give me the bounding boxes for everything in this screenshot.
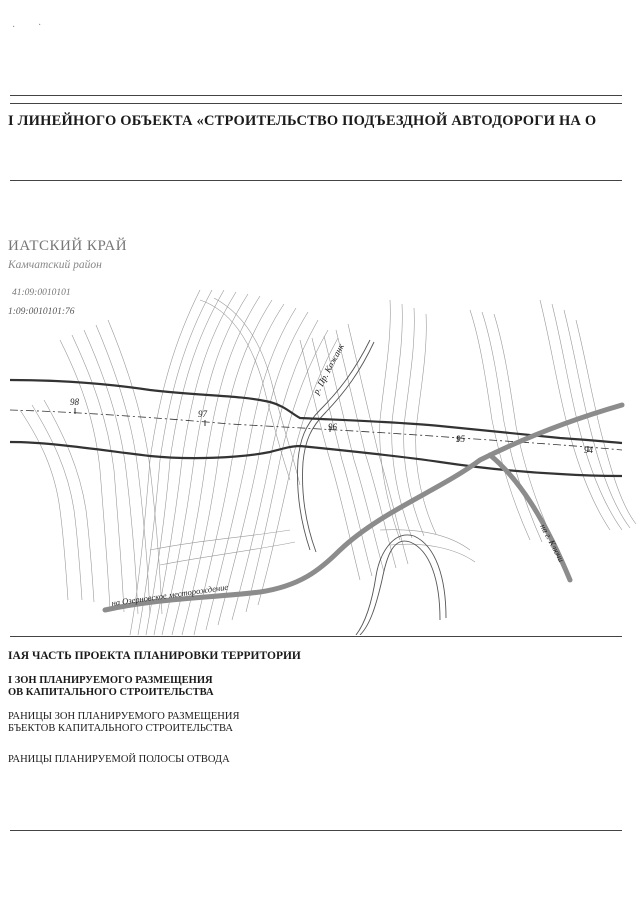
road-label-west: на Озерновское месторождение xyxy=(110,581,229,608)
topographic-map xyxy=(0,280,639,635)
picket-label: 98 xyxy=(70,397,79,407)
frame-line-top-1 xyxy=(10,95,622,96)
cadastral-parcel-label: 1:09:0010101:76 xyxy=(8,307,75,317)
picket-label: 97 xyxy=(198,409,207,419)
legend-section-line-1: І ЗОН ПЛАНИРУЕМОГО РАЗМЕЩЕНИЯ xyxy=(8,675,213,686)
region-label: ИАТСКИЙ КРАЙ xyxy=(8,238,128,254)
district-label: Камчатский район xyxy=(8,259,102,271)
river-label: р. Пр. Кожанк xyxy=(310,341,346,396)
contour-lines xyxy=(20,290,636,635)
picket-label: 96 xyxy=(328,422,337,432)
legend-item-zones-line-1: РАНИЦЫ ЗОН ПЛАНИРУЕМОГО РАЗМЕЩЕНИЯ xyxy=(8,711,240,722)
scan-speck: · xyxy=(12,22,16,33)
legend-section-line-2: ОВ КАПИТАЛЬНОГО СТРОИТЕЛЬСТВА xyxy=(8,687,214,698)
legend-item-zones-line-2: БЪЕКТОВ КАПИТАЛЬНОГО СТРОИТЕЛЬСТВА xyxy=(8,723,233,734)
cadastral-quarter-label: 41:09:0010101 xyxy=(12,288,71,298)
road-axis xyxy=(10,410,622,450)
frame-line-top-2 xyxy=(10,103,622,104)
legend-title: ІАЯ ЧАСТЬ ПРОЕКТА ПЛАНИРОВКИ ТЕРРИТОРИИ xyxy=(8,650,301,662)
frame-line-map-bottom xyxy=(10,636,622,637)
document-title: І ЛИНЕЙНОГО ОБЪЕКТА «СТРОИТЕЛЬСТВО ПОДЪЕЗДНОЙ АВТОДОРОГИ НА О xyxy=(8,113,597,129)
frame-line-bottom xyxy=(10,830,622,831)
stream-south xyxy=(356,535,446,635)
frame-line-title-bottom xyxy=(10,180,622,181)
scan-speck: · xyxy=(38,20,42,31)
legend-item-right-of-way: РАНИЦЫ ПЛАНИРУЕМОЙ ПОЛОСЫ ОТВОДА xyxy=(8,754,230,765)
picket-label: 94 xyxy=(584,445,593,455)
picket-label: 95 xyxy=(456,434,465,444)
road-label-south: на г. Ключи xyxy=(538,522,567,564)
